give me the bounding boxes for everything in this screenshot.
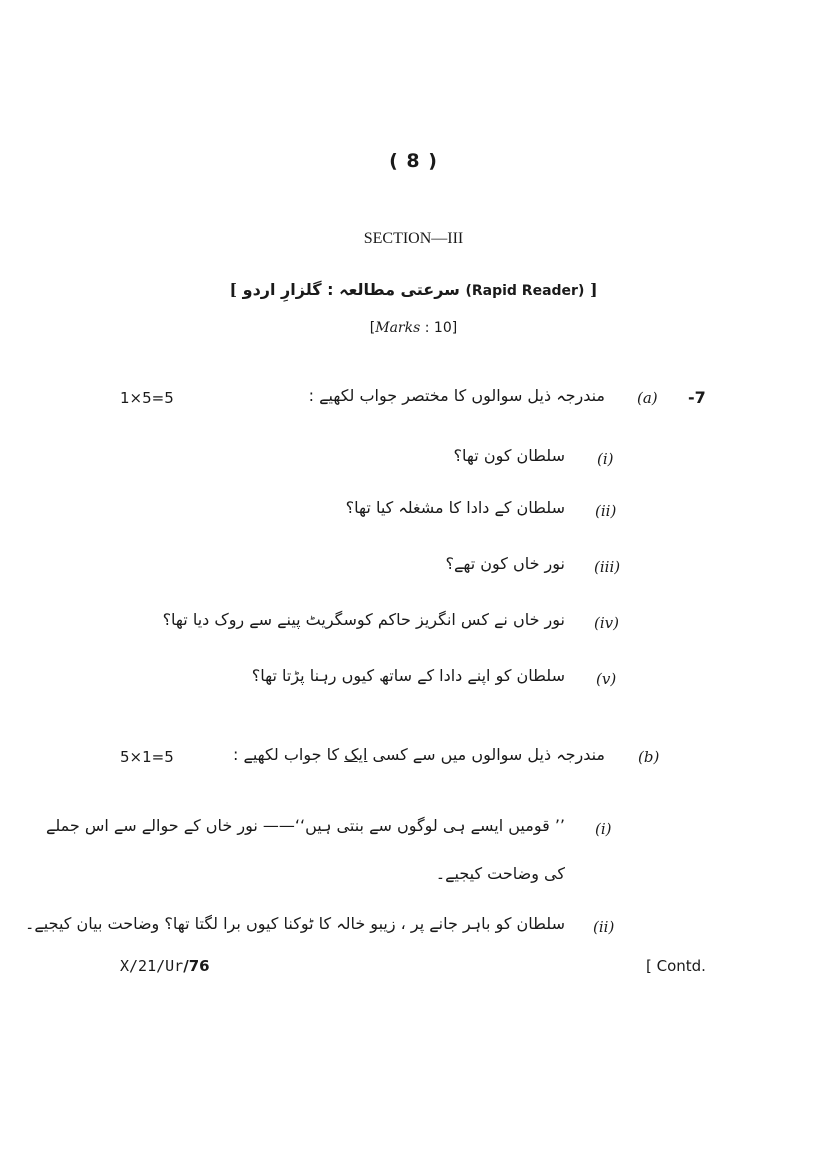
- marks-open-bracket: [: [369, 320, 376, 336]
- section-title: SECTION—III: [363, 230, 464, 247]
- part-b-marks: 5×1=5: [120, 748, 174, 766]
- marks-value: : 10]: [424, 320, 458, 336]
- part-b-instruction: [233, 745, 605, 764]
- page-number: ( 8 ): [389, 150, 438, 172]
- question-number: -7: [688, 388, 706, 407]
- part-a-instruction: مندرجہ ذیل سوالوں کا مختصر جواب لکھیے :: [308, 386, 605, 405]
- part-a-item-5-label: (v): [596, 670, 617, 688]
- footer-code-suffix: /76: [183, 957, 210, 975]
- footer-paper-code: [120, 957, 210, 975]
- part-b-instruction-after: کا جواب لکھیے :: [232, 745, 340, 764]
- subtitle-urdu: سرعتی مطالعہ : گلزارِ اردو: [242, 280, 460, 299]
- subtitle-open-bracket: [: [229, 280, 238, 299]
- part-b-item-2-label: (ii): [593, 918, 615, 936]
- subtitle-latin: (Rapid Reader): [465, 283, 585, 299]
- part-b-item-1-line1: ’’ قومیں ایسے ہی لوگوں سے بنتی ہیں‘‘—— نور خاں کے حوالے سے اس جملے: [45, 816, 565, 835]
- part-b-item-2-line1: سلطان کو باہر جانے پر ، زیبو خالہ کا ٹوکنا کیوں برا لگتا تھا؟ وضاحت بیان کیجیے۔: [25, 914, 565, 933]
- part-b-item-1-label: (i): [595, 820, 612, 838]
- part-a-item-2-label: (ii): [595, 502, 617, 520]
- part-b-item-1-line2: کی وضاحت کیجیے۔: [435, 864, 565, 883]
- part-a-label: (a): [637, 389, 658, 407]
- section-marks: [0, 320, 827, 336]
- footer-code-prefix: X/21/Ur: [120, 957, 184, 975]
- section-subtitle: [0, 280, 827, 299]
- part-a-item-3-text: نور خاں کون تھے؟: [445, 554, 565, 573]
- subtitle-close-bracket: ]: [589, 280, 598, 299]
- part-b-instruction-underlined: ایک: [344, 745, 368, 764]
- part-a-item-2-text: سلطان کے دادا کا مشغلہ کیا تھا؟: [345, 498, 565, 517]
- part-b-instruction-before: مندرجہ ذیل سوالوں میں سے کسی: [372, 745, 605, 764]
- part-a-item-1-label: (i): [597, 450, 614, 468]
- part-b-label: (b): [638, 748, 660, 766]
- marks-label: Marks: [375, 320, 421, 336]
- part-a-item-1-text: سلطان کون تھا؟: [453, 446, 565, 465]
- part-a-item-4-text: نور خاں نے کس انگریز حاکم کوسگریٹ پینے سے روک دیا تھا؟: [162, 610, 565, 629]
- part-a-item-4-label: (iv): [594, 614, 619, 632]
- footer-contd: [ Contd.: [646, 957, 706, 975]
- part-a-item-5-text: سلطان کو اپنے دادا کے ساتھ کیوں رہنا پڑتا تھا؟: [251, 666, 565, 685]
- part-a-item-3-label: (iii): [594, 558, 621, 576]
- part-a-marks: 1×5=5: [120, 389, 174, 407]
